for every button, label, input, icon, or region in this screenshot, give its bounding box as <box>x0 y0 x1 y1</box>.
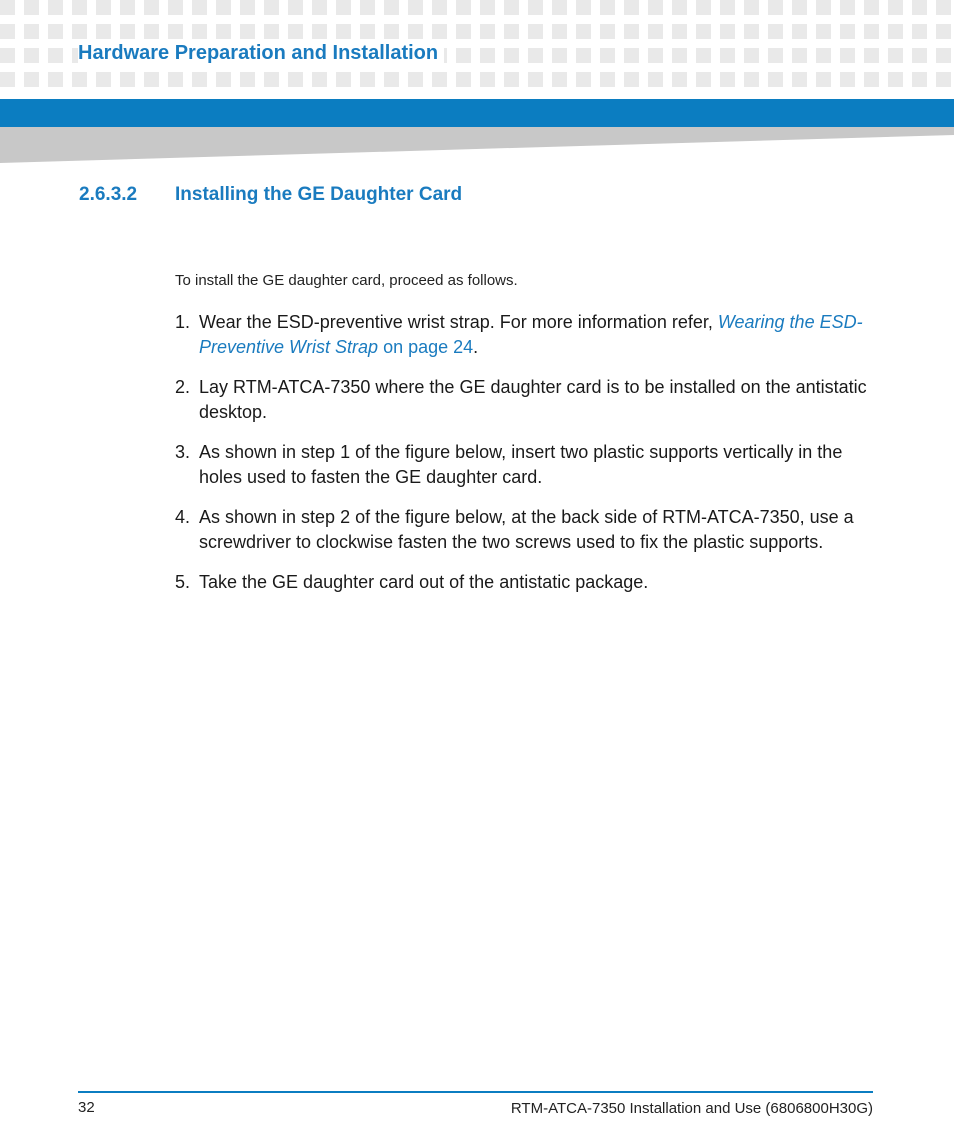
step-text: Take the GE daughter card out of the antistatic package. <box>199 572 649 592</box>
list-item <box>175 310 875 360</box>
step-text: As shown in step 2 of the figure below, at the back side of RTM-ATCA-7350, use a screwdriver to clockwise fasten the two screws used to fix the plastic supports. <box>199 507 854 552</box>
step-text: As shown in step 1 of the figure below, insert two plastic supports vertically in the holes used to fasten the GE daughter card. <box>199 442 843 487</box>
step-number: 1. <box>175 312 191 332</box>
section-heading <box>79 184 462 206</box>
header-blue-bar <box>0 99 954 127</box>
footer-rule <box>78 1091 873 1093</box>
link-title: Wearing the ESD-Preventive Wrist Strap <box>199 312 863 357</box>
step-number: 5. <box>175 572 191 592</box>
step-number: 3. <box>175 442 191 462</box>
list-item <box>175 375 875 425</box>
step-number: 2. <box>175 377 191 397</box>
section-number: 2.6.3.2 <box>79 184 138 205</box>
step-text: Wear the ESD-preventive wrist strap. For more information refer, <box>199 312 718 332</box>
document-reference: RTM-ATCA-7350 Installation and Use (6806800H30G) <box>510 1100 873 1117</box>
step-text: Lay RTM-ATCA-7350 where the GE daughter card is to be installed on the antistatic desktop. <box>199 377 867 422</box>
list-item <box>175 440 875 490</box>
header-grey-wedge <box>0 127 954 163</box>
step-number: 4. <box>175 507 191 527</box>
list-item <box>175 505 875 555</box>
link-page: on page 24 <box>378 337 474 357</box>
step-list <box>175 310 875 610</box>
step-text-end: . <box>473 337 479 357</box>
intro-text: To install the GE daughter card, proceed as follows. <box>175 272 518 289</box>
page-number: 32 <box>78 1099 95 1116</box>
chapter-title: Hardware Preparation and Installation <box>78 40 444 69</box>
list-item <box>175 570 875 595</box>
section-title: Installing the GE Daughter Card <box>175 184 463 205</box>
